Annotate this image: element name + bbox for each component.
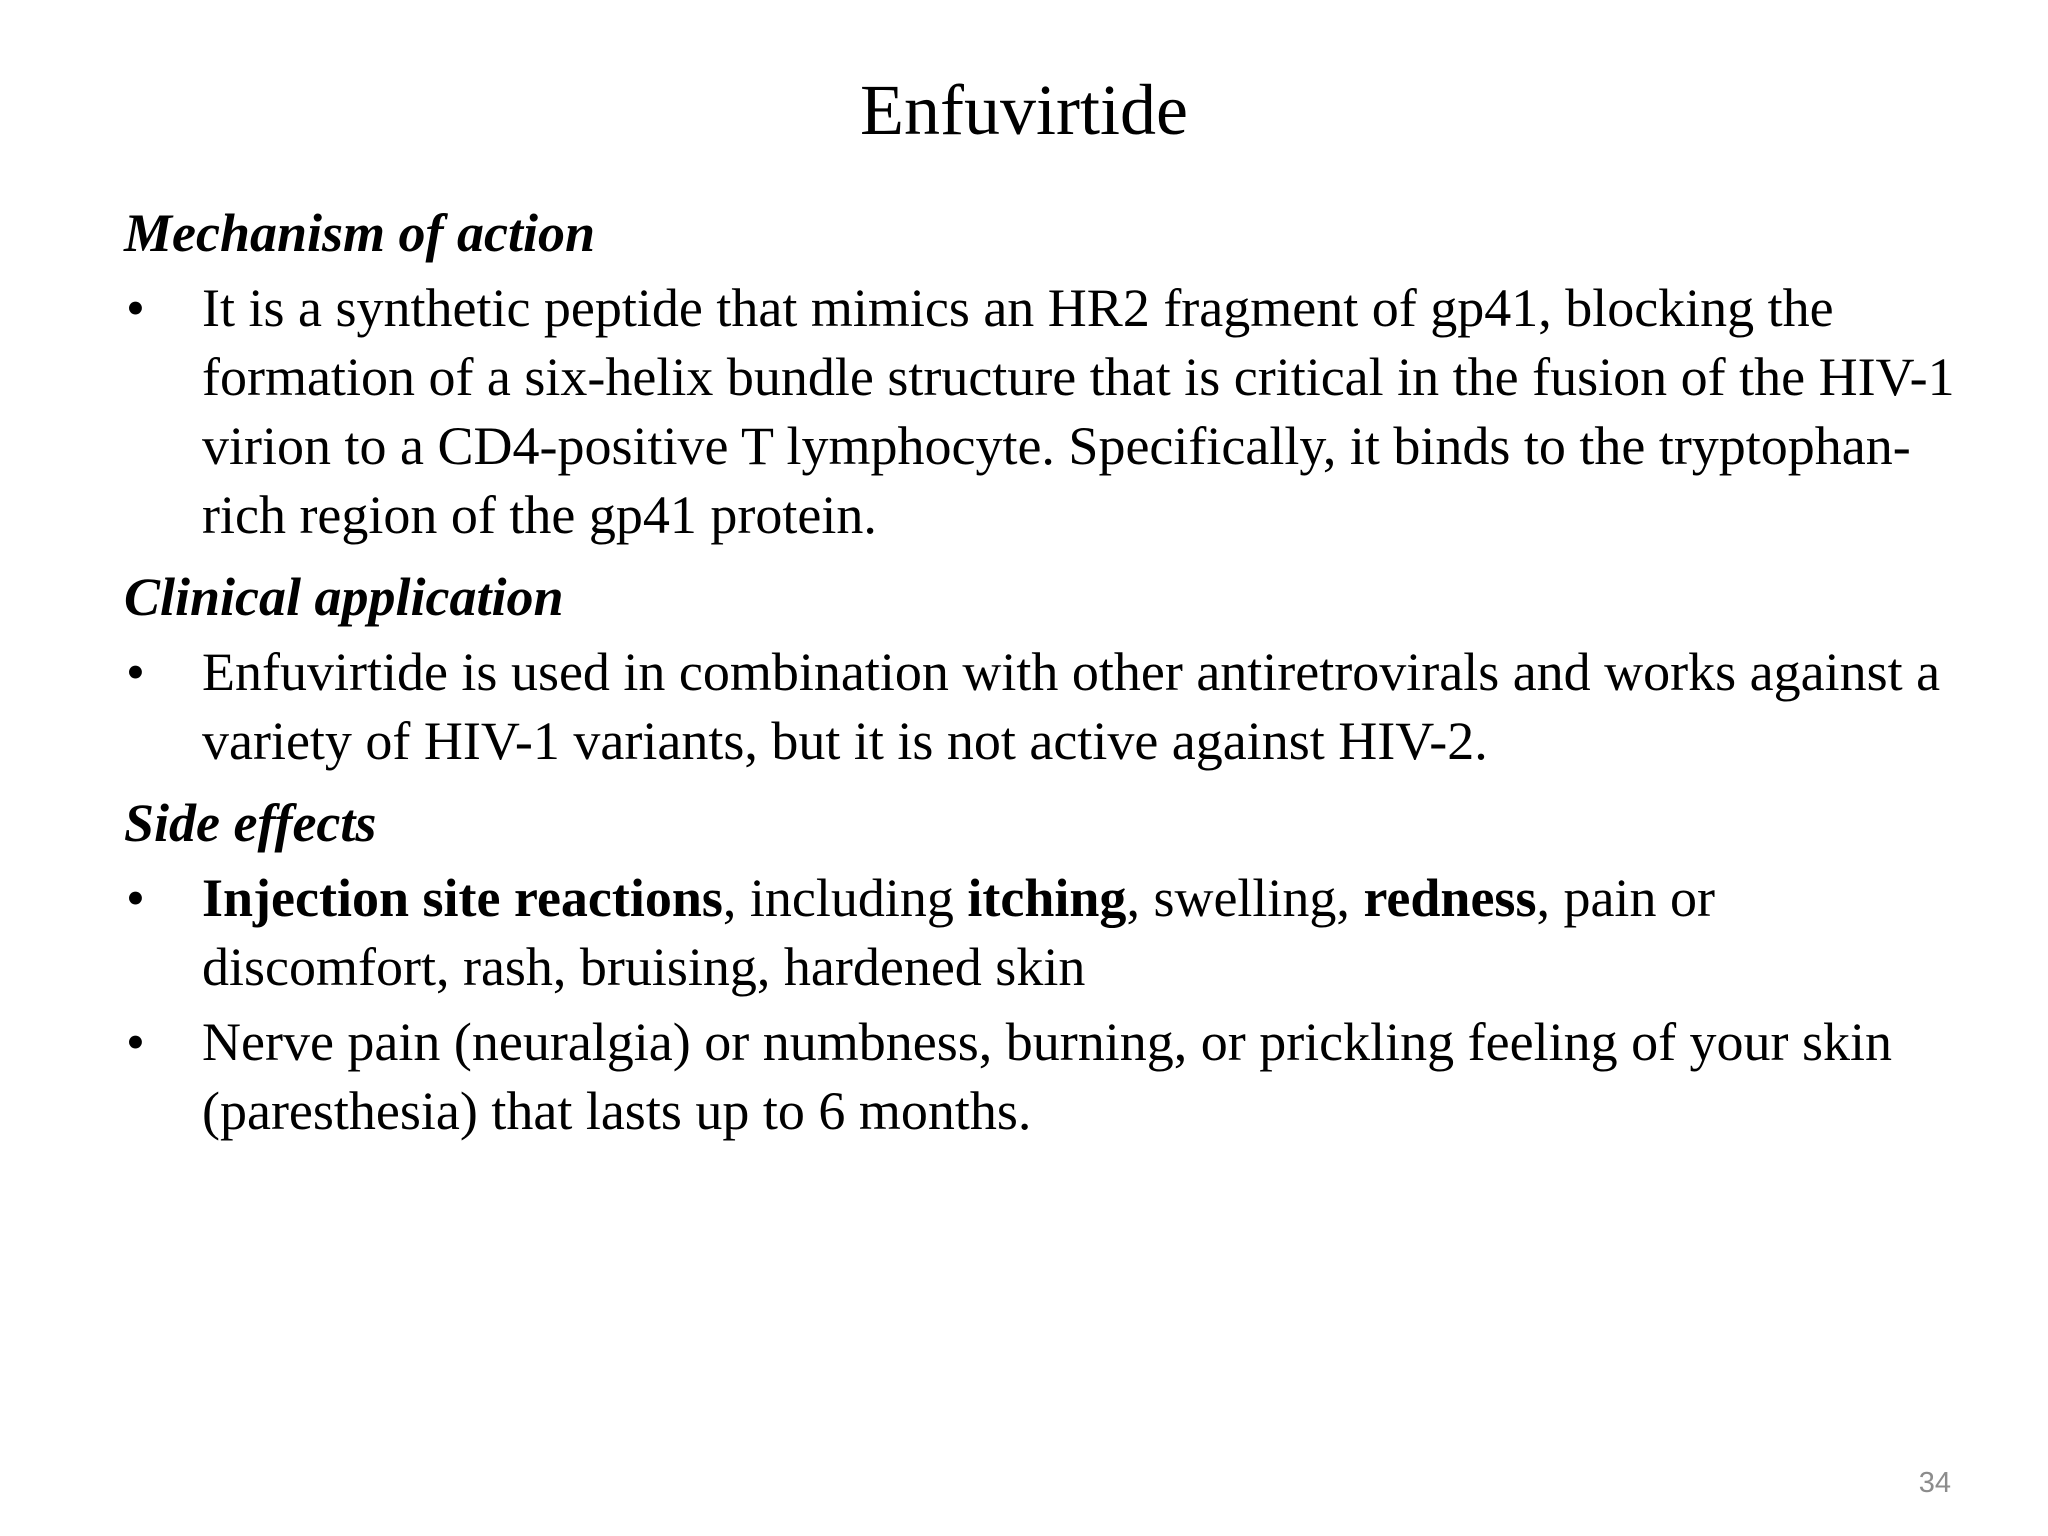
- bullet-text: , including: [722, 868, 968, 928]
- bullet-clinical: [124, 638, 1964, 776]
- bullet-nerve-pain: [124, 1008, 1964, 1146]
- slide-title: Enfuvirtide: [860, 70, 1188, 150]
- bullet-text: , pain or discomfort, rash, bruising, hardened skin: [202, 868, 1715, 997]
- bullet-text: , swelling,: [1126, 868, 1364, 928]
- section-heading-mechanism: Mechanism of action: [124, 203, 596, 263]
- bullet-injection-site: [124, 864, 1964, 1002]
- slide-content: [124, 198, 1964, 1158]
- page-number: 34: [1918, 1467, 1951, 1499]
- bullet-point-icon: •: [126, 868, 145, 928]
- bullet-point-icon: •: [126, 642, 145, 702]
- bold-term: Injection site reactions: [202, 868, 723, 928]
- bullet-text: Enfuvirtide is used in combination with other antiretrovirals and works against a variety of HIV-1 variants, but it is not active against HIV-2.: [202, 642, 1941, 771]
- bullet-point-icon: •: [126, 1012, 145, 1072]
- bullet-mechanism: [124, 274, 1964, 550]
- bold-term: itching: [967, 868, 1127, 928]
- bullet-text: It is a synthetic peptide that mimics an HR2 fragment of gp41, blocking the formation of a six-helix bundle structure that is critical in the fusion of the HIV-1 virion to a CD4-positive T lymphocyte. Specifically, it binds to the tryptophan-rich region of the gp41 protein.: [202, 278, 1955, 545]
- bullet-point-icon: •: [126, 278, 145, 338]
- section-heading-side-effects: Side effects: [124, 793, 377, 853]
- bullet-text: Nerve pain (neuralgia) or numbness, burning, or prickling feeling of your skin (paresthesia) that lasts up to 6 months.: [202, 1012, 1893, 1141]
- bold-term: redness: [1363, 868, 1537, 928]
- section-heading-clinical: Clinical application: [124, 567, 564, 627]
